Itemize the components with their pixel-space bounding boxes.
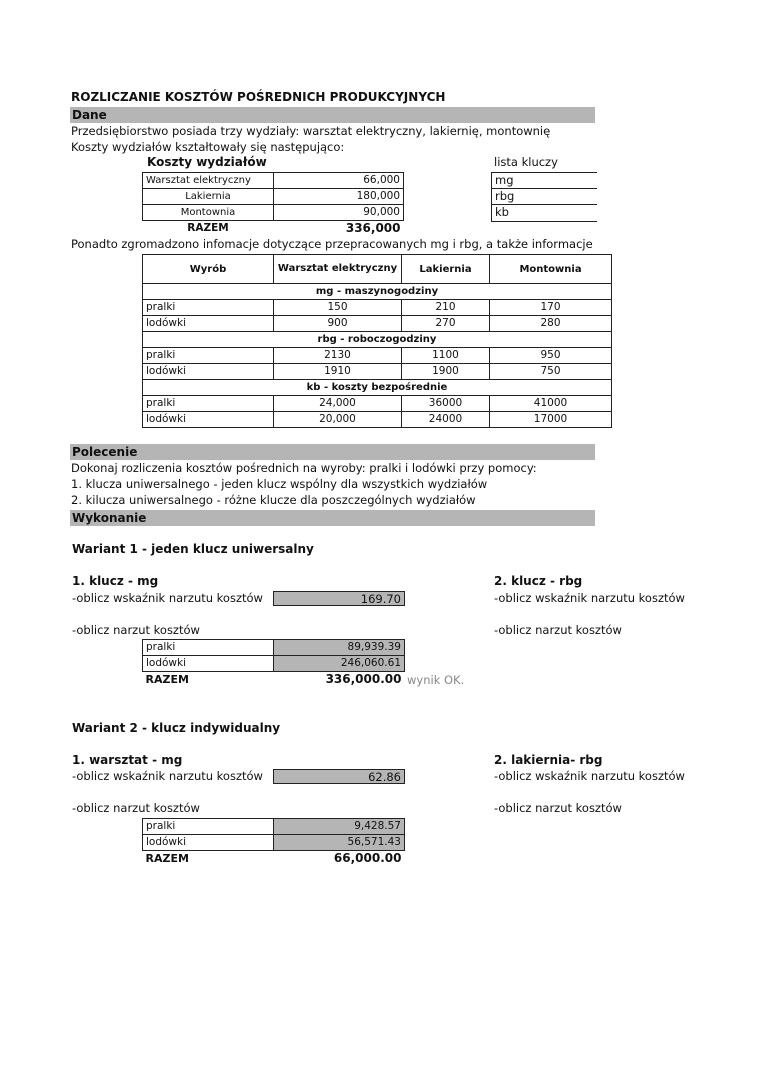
cell: 1910 xyxy=(274,364,402,380)
polecenie-line-3: 2. kilucza uniwersalnego - różne klucze dla poszczególnych wydziałów xyxy=(71,493,476,507)
cost-name: Lakiernia xyxy=(143,189,274,205)
total-value: 66,000.00 xyxy=(333,851,402,865)
dane-line-1: Przedsiębiorstwo posiada trzy wydziały: warsztat elektryczny, lakiernię, montownię xyxy=(71,124,551,138)
header-row xyxy=(143,255,612,284)
group-title-kb: kb - koszty bezpośrednie xyxy=(143,380,612,396)
cell: 24000 xyxy=(402,412,490,428)
row-value: 56,571.43 xyxy=(274,835,405,851)
cell: 41000 xyxy=(490,396,612,412)
cell: 950 xyxy=(490,348,612,364)
table-row xyxy=(143,640,405,656)
wynik-ok: wynik OK. xyxy=(407,673,465,687)
section-label: Wykonanie xyxy=(72,511,147,525)
header-wyrob: Wyrób xyxy=(143,255,274,284)
row-name: pralki xyxy=(143,300,274,316)
lista-kluczy-header: lista kluczy xyxy=(494,155,558,169)
header-warsztat: Warsztat elektryczny xyxy=(274,255,402,284)
main-table-wrap xyxy=(142,254,596,432)
wariant1-title: Wariant 1 - jeden klucz uniwersalny xyxy=(72,542,314,556)
row-value: 9,428.57 xyxy=(274,819,405,835)
cost-name: Warsztat elektryczny xyxy=(143,173,274,189)
table-row xyxy=(143,819,405,835)
table-row xyxy=(143,851,405,867)
table-row xyxy=(143,348,612,364)
row-value: 89,939.39 xyxy=(274,640,405,656)
cost-value: 180,000 xyxy=(274,189,404,205)
header-montownia: Montownia xyxy=(490,255,612,284)
row-value: 246,060.61 xyxy=(274,656,405,672)
wariant2-narzut-label: -oblicz narzut kosztów xyxy=(72,801,200,815)
wariant1-right-wskaznik: -oblicz wskaźnik narzutu kosztów xyxy=(494,591,685,605)
cell: 270 xyxy=(402,316,490,332)
table-row xyxy=(143,316,612,332)
table-row xyxy=(143,205,404,221)
table-row xyxy=(143,364,612,380)
row-name: lodówki xyxy=(143,656,274,672)
table-row xyxy=(143,189,404,205)
cell: 1900 xyxy=(402,364,490,380)
cell: 24,000 xyxy=(274,396,402,412)
cost-value: 66,000 xyxy=(274,173,404,189)
cell: 210 xyxy=(402,300,490,316)
cell: 36000 xyxy=(402,396,490,412)
section-band-dane xyxy=(70,107,595,123)
section-band-wykonanie xyxy=(70,510,595,526)
key-item: mg xyxy=(492,173,597,189)
cell: 280 xyxy=(490,316,612,332)
cell: 20,000 xyxy=(274,412,402,428)
wariant1-narzut-table xyxy=(142,639,405,687)
wariant2-right-heading: 2. lakiernia- rbg xyxy=(494,753,603,767)
total-value: 336,000 xyxy=(345,221,401,235)
koszty-wydzialow-header: Koszty wydziałów xyxy=(147,155,267,169)
wariant1-narzut-label: -oblicz narzut kosztów xyxy=(72,623,200,637)
ponadto-line: Ponadto zgromadzono infomacje dotyczące przepracowanych mg i rbg, a także informacje xyxy=(71,237,593,251)
table-row xyxy=(143,396,612,412)
main-data-table xyxy=(142,254,612,428)
table-row xyxy=(143,656,405,672)
key-item: kb xyxy=(495,205,509,219)
wariant2-right-wskaznik: -oblicz wskaźnik narzutu kosztów xyxy=(494,769,685,783)
cost-value: 90,000 xyxy=(274,205,404,221)
cost-name: Montownia xyxy=(143,205,274,221)
key-item: rbg xyxy=(492,189,597,205)
row-name: pralki xyxy=(143,819,274,835)
lista-kluczy-box xyxy=(491,172,597,222)
wariant1-wskaznik-label: -oblicz wskaźnik narzutu kosztów xyxy=(72,591,263,605)
polecenie-line-2: 1. klucza uniwersalnego - jeden klucz wspólny dla wszystkich wydziałów xyxy=(71,477,488,491)
dane-line-2: Koszty wydziałów kształtowały się następująco: xyxy=(71,140,345,154)
group-title-mg: mg - maszynogodziny xyxy=(143,284,612,300)
section-label: Dane xyxy=(72,108,107,122)
wariant2-narzut-table xyxy=(142,818,405,866)
table-row xyxy=(143,672,405,688)
cell: 2130 xyxy=(274,348,402,364)
wariant1-left-heading: 1. klucz - mg xyxy=(72,574,159,588)
section-label: Polecenie xyxy=(72,445,138,459)
row-name: pralki xyxy=(143,396,274,412)
group-title-rbg: rbg - roboczogodziny xyxy=(143,332,612,348)
wariant2-title: Wariant 2 - klucz indywidualny xyxy=(72,721,281,735)
row-name: lodówki xyxy=(143,412,274,428)
table-row xyxy=(143,173,404,189)
wariant2-wskaznik-value: 62.86 xyxy=(273,769,405,784)
table-row xyxy=(143,300,612,316)
cell: 17000 xyxy=(490,412,612,428)
table-row xyxy=(143,221,404,237)
table-row xyxy=(143,835,405,851)
table-row xyxy=(143,412,612,428)
polecenie-line-1: Dokonaj rozliczenia kosztów pośrednich na wyroby: pralki i lodówki przy pomocy: xyxy=(71,461,537,475)
wariant2-wskaznik-label: -oblicz wskaźnik narzutu kosztów xyxy=(72,769,263,783)
cell: 1100 xyxy=(402,348,490,364)
cell: 750 xyxy=(490,364,612,380)
section-band-polecenie xyxy=(70,444,595,460)
total-label: RAZEM xyxy=(145,673,189,686)
koszty-wydzialow-table xyxy=(142,172,404,236)
row-name: pralki xyxy=(143,348,274,364)
row-name: lodówki xyxy=(143,364,274,380)
header-lakiernia: Lakiernia xyxy=(402,255,490,284)
total-label: RAZEM xyxy=(145,852,189,865)
cell: 150 xyxy=(274,300,402,316)
total-label: RAZEM xyxy=(187,222,229,234)
total-value: 336,000.00 xyxy=(325,672,402,686)
row-name: lodówki xyxy=(143,835,274,851)
cell: 900 xyxy=(274,316,402,332)
wariant1-right-narzut: -oblicz narzut kosztów xyxy=(494,623,622,637)
row-name: lodówki xyxy=(143,316,274,332)
wariant1-right-heading: 2. klucz - rbg xyxy=(494,574,583,588)
row-name: pralki xyxy=(143,640,274,656)
wariant1-wskaznik-value: 169.70 xyxy=(273,591,405,606)
page-title: ROZLICZANIE KOSZTÓW POŚREDNICH PRODUKCYJNYCH xyxy=(71,90,446,104)
wariant2-left-heading: 1. warsztat - mg xyxy=(72,753,183,767)
wariant2-right-narzut: -oblicz narzut kosztów xyxy=(494,801,622,815)
cell: 170 xyxy=(490,300,612,316)
